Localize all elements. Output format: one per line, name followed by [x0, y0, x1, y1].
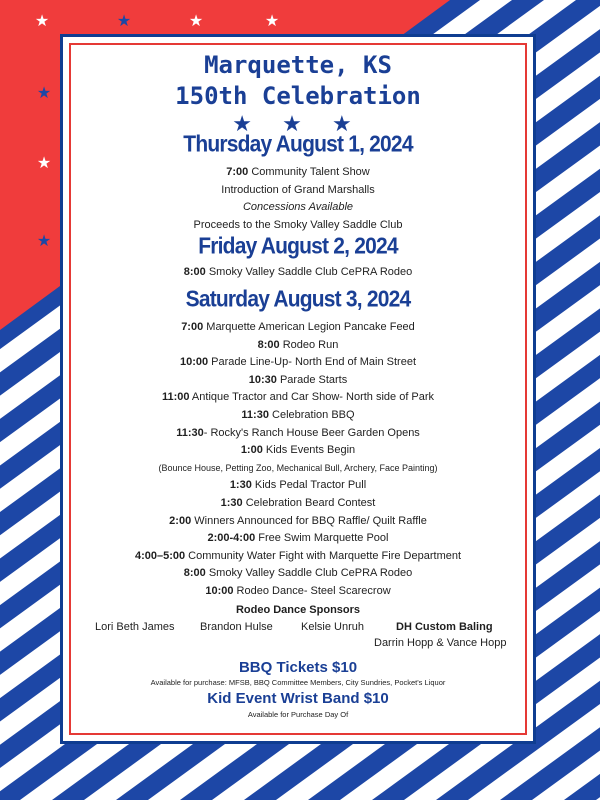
schedule-time: 1:30 [220, 497, 243, 509]
schedule-time: 2:00-4:00 [207, 532, 256, 545]
background-star-icon: ★ [116, 13, 132, 30]
schedule-time: 8:00 [183, 266, 206, 278]
schedule-item [63, 183, 533, 197]
schedule-text: Introduction of Grand Marshalls [221, 183, 375, 196]
schedule-item [63, 265, 533, 279]
schedule-text: Antique Tractor and Car Show- North side of Park [189, 391, 435, 404]
bbq-tickets-note: Available for purchase: MFSB, BBQ Committee Members, City Sundries, Pocket's Liquor [150, 678, 446, 687]
schedule-item [63, 443, 533, 457]
schedule-text: Parade Starts [276, 373, 348, 386]
background-star-icon: ★ [36, 155, 52, 172]
schedule-text: Smoky Valley Saddle Club CePRA Rodeo [205, 567, 413, 580]
schedule-text: Smoky Valley Saddle Club CePRA Rodeo [205, 266, 413, 278]
schedule-text: Rodeo Run [279, 338, 339, 351]
schedule-item [63, 165, 533, 179]
schedule-time: 8:00 [183, 567, 206, 580]
sponsors-heading: Rodeo Dance Sponsors [235, 604, 361, 616]
schedule-time: 7:00 [181, 321, 204, 333]
schedule-text: Community Water Fight with Marquette Fire Department [185, 549, 462, 562]
schedule-text: Celebration Beard Contest [242, 497, 376, 509]
schedule-time: 11:00 [161, 391, 190, 404]
saturday-heading: Saturday August 3, 2024 [185, 287, 411, 312]
schedule-text: Free Swim Marquette Pool [255, 532, 389, 545]
schedule-text: Proceeds to the Smoky Valley Saddle Club [193, 218, 403, 231]
schedule-time: 1:30 [229, 479, 252, 492]
schedule-item [63, 531, 533, 545]
schedule-item [63, 478, 533, 492]
background-star-icon: ★ [34, 13, 50, 30]
schedule-text: - Rocky's Ranch House Beer Garden Opens [203, 426, 420, 439]
sponsor-name: Lori Beth James [95, 621, 175, 633]
schedule-time: 7:00 [226, 166, 249, 178]
schedule-text: Celebration BBQ [268, 409, 355, 421]
schedule-item [63, 408, 533, 422]
schedule-item [63, 496, 533, 510]
background-star-icon: ★ [264, 13, 280, 30]
schedule-time: 10:00 [179, 356, 209, 369]
thursday-heading: Thursday August 1, 2024 [183, 132, 413, 157]
schedule-text: (Bounce House, Petting Zoo, Mechanical Bull, Archery, Face Painting) [158, 462, 438, 473]
star-divider-icon: ★ ★ ★ [232, 111, 364, 136]
schedule-text: Community Talent Show [248, 166, 370, 178]
schedule-time: 4:00–5:00 [134, 549, 186, 562]
poster-title-line2: 150th Celebration [175, 82, 421, 110]
schedule-time: 11:30 [176, 426, 204, 439]
schedule-text: Parade Line-Up- North End of Main Street [208, 356, 417, 369]
background-star-icon: ★ [36, 85, 52, 102]
schedule-item [63, 426, 533, 440]
schedule-time: 8:00 [257, 338, 280, 351]
schedule-item [63, 200, 533, 214]
schedule-time: 11:30 [241, 409, 269, 421]
schedule-item [63, 390, 533, 404]
poster-title-line1: Marquette, KS [204, 51, 392, 79]
schedule-item [63, 566, 533, 580]
schedule-text: Marquette American Legion Pancake Feed [203, 321, 415, 333]
schedule-item [63, 355, 533, 369]
bbq-tickets-heading: BBQ Tickets $10 [238, 659, 358, 676]
schedule-item [63, 338, 533, 352]
wristband-note: Available for Purchase Day Of [247, 710, 349, 719]
schedule-time: 2:00 [169, 514, 192, 527]
sponsor-extra: Darrin Hopp & Vance Hopp [374, 637, 507, 649]
schedule-item [63, 320, 533, 334]
schedule-item [63, 514, 533, 528]
schedule-time: 1:00 [240, 444, 263, 457]
schedule-item [63, 373, 533, 387]
event-poster [60, 34, 536, 744]
schedule-item [63, 549, 533, 563]
schedule-item [63, 218, 533, 232]
schedule-item [63, 461, 533, 475]
background-star-icon: ★ [188, 13, 204, 30]
schedule-text: Winners Announced for BBQ Raffle/ Quilt Raffle [191, 514, 427, 527]
schedule-text: Rodeo Dance- Steel Scarecrow [233, 585, 391, 597]
schedule-time: 10:30 [248, 373, 277, 386]
schedule-text: Kids Events Begin [262, 444, 356, 457]
sponsor-name: Brandon Hulse [200, 621, 273, 633]
sponsor-name: Kelsie Unruh [301, 621, 364, 633]
schedule-item [63, 584, 533, 598]
schedule-text: Kids Pedal Tractor Pull [251, 479, 367, 492]
background-star-icon: ★ [36, 233, 52, 250]
wristband-heading: Kid Event Wrist Band $10 [207, 690, 389, 707]
schedule-time: 10:00 [205, 585, 234, 597]
sponsor-name: DH Custom Baling [396, 621, 493, 633]
friday-heading: Friday August 2, 2024 [198, 234, 398, 259]
schedule-text: Concessions Available [242, 201, 354, 213]
